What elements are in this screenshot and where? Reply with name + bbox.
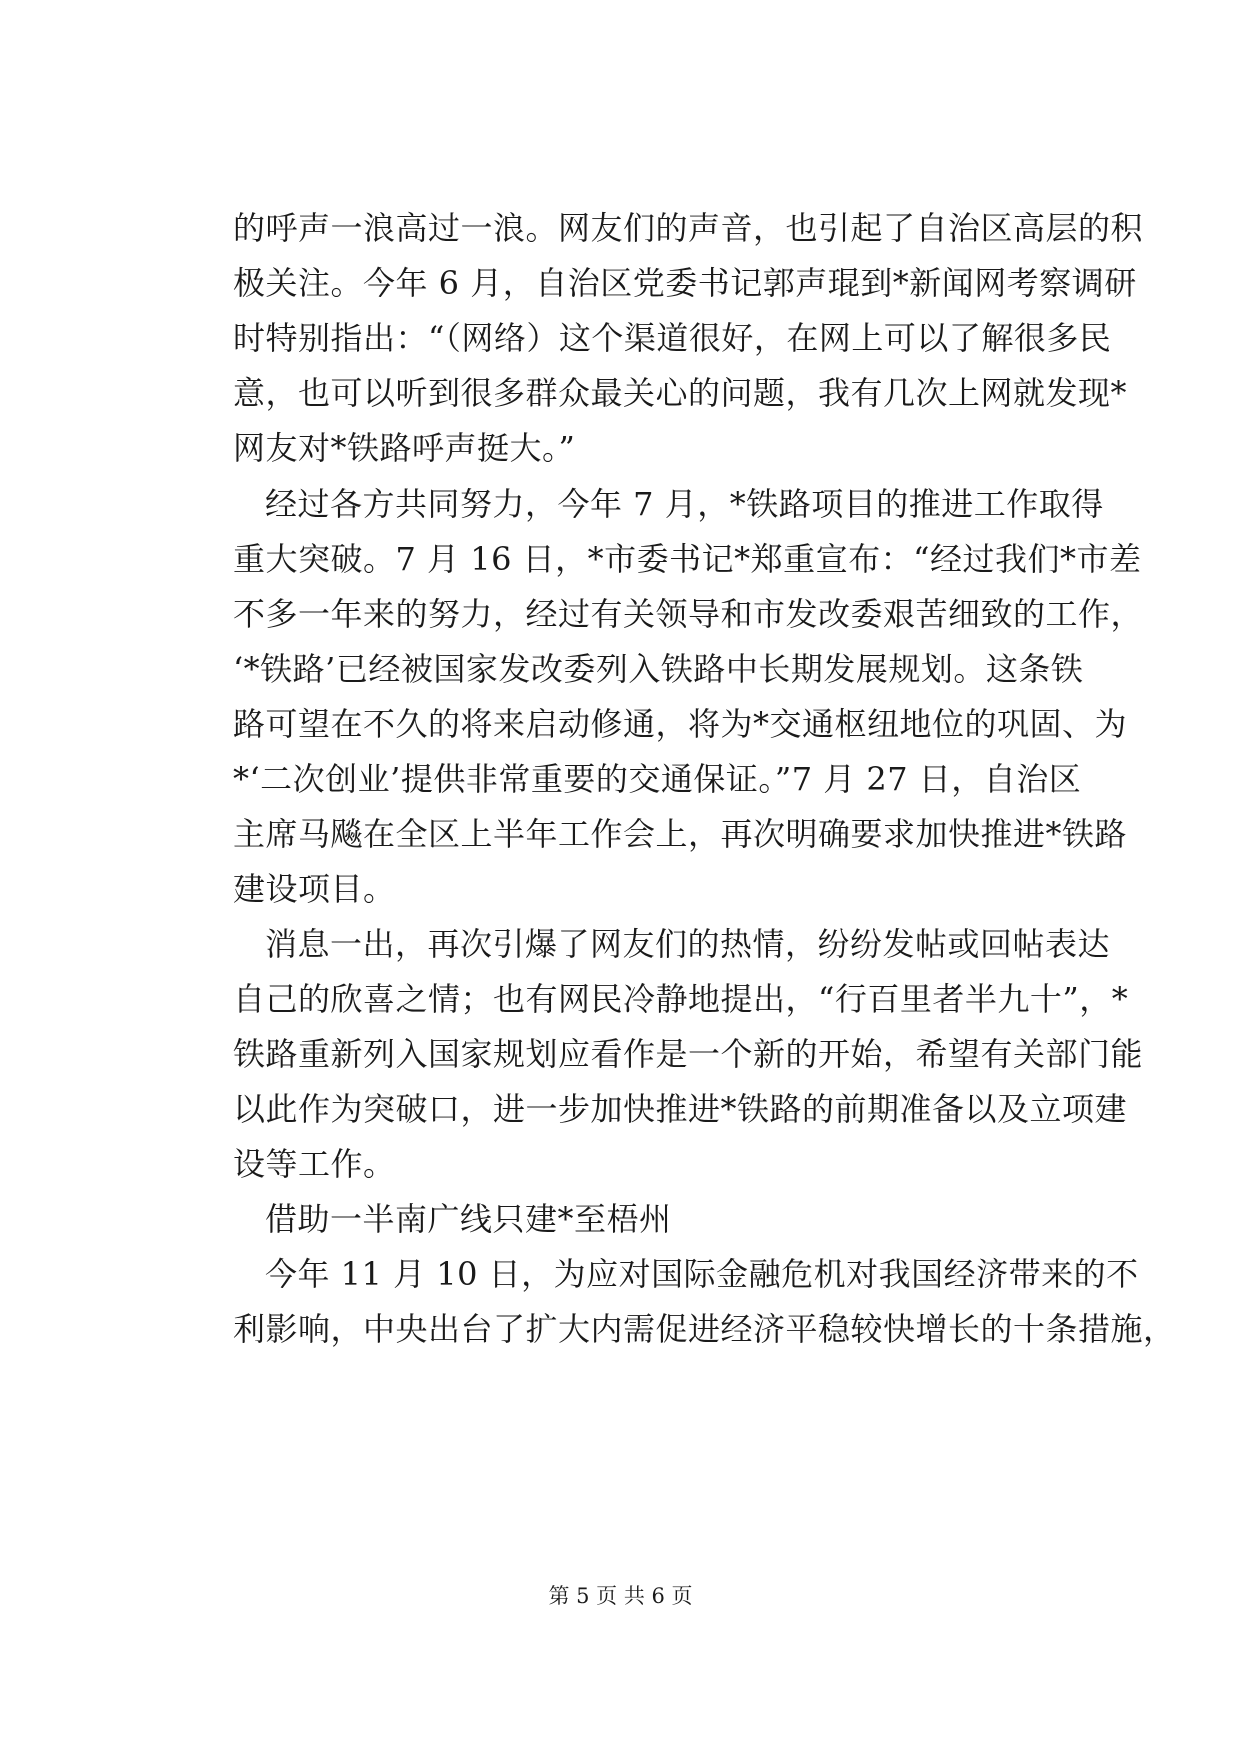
text-line: *‘二次创业’提供非常重要的交通保证。”7 月 27 日，自治区 — [233, 760, 1082, 798]
text-line: 设等工作。 — [233, 1145, 396, 1183]
text-line: 利影响，中央出台了扩大内需促进经济平稳较快增长的十条措施， — [233, 1310, 1176, 1348]
text-line-paragraph-start: 今年 11 月 10 日，为应对国际金融危机对我国经济带来的不 — [265, 1255, 1139, 1293]
text-line: 铁路重新列入国家规划应看作是一个新的开始，希望有关部门能 — [233, 1035, 1144, 1073]
text-line: ‘*铁路’已经被国家发改委列入铁路中长期发展规划。这条铁 — [233, 650, 1084, 688]
text-line: 路可望在不久的将来启动修通，将为*交通枢纽地位的巩固、为 — [233, 705, 1128, 743]
text-line: 以此作为突破口，进一步加快推进*铁路的前期准备以及立项建 — [233, 1090, 1128, 1128]
section-heading: 借助一半南广线只建*至梧州 — [265, 1200, 672, 1238]
text-line-paragraph-start: 消息一出，再次引爆了网友们的热情，纷纷发帖或回帖表达 — [265, 925, 1111, 963]
text-line-paragraph-start: 经过各方共同努力，今年 7 月，*铁路项目的推进工作取得 — [265, 485, 1104, 523]
page-number-footer: 第 5 页 共 6 页 — [548, 1584, 693, 1608]
text-line: 重大突破。7 月 16 日，*市委书记*郑重宣布：“经过我们*市差 — [233, 540, 1142, 578]
text-line: 极关注。今年 6 月，自治区党委书记郭声琨到*新闻网考察调研 — [233, 264, 1137, 302]
text-line: 自己的欣喜之情；也有网民冷静地提出，“行百里者半九十”，* — [233, 980, 1129, 1018]
text-line: 时特别指出：“（网络）这个渠道很好，在网上可以了解很多民 — [233, 319, 1112, 357]
text-line: 网友对*铁路呼声挺大。” — [233, 429, 576, 467]
text-line: 主席马飚在全区上半年工作会上，再次明确要求加快推进*铁路 — [233, 815, 1128, 853]
text-line: 建设项目。 — [233, 870, 396, 908]
text-line: 的呼声一浪高过一浪。网友们的声音，也引起了自治区高层的积 — [233, 209, 1144, 247]
text-line: 意，也可以听到很多群众最关心的问题，我有几次上网就发现* — [233, 374, 1128, 412]
text-line: 不多一年来的努力，经过有关领导和市发改委艰苦细致的工作， — [233, 595, 1144, 633]
